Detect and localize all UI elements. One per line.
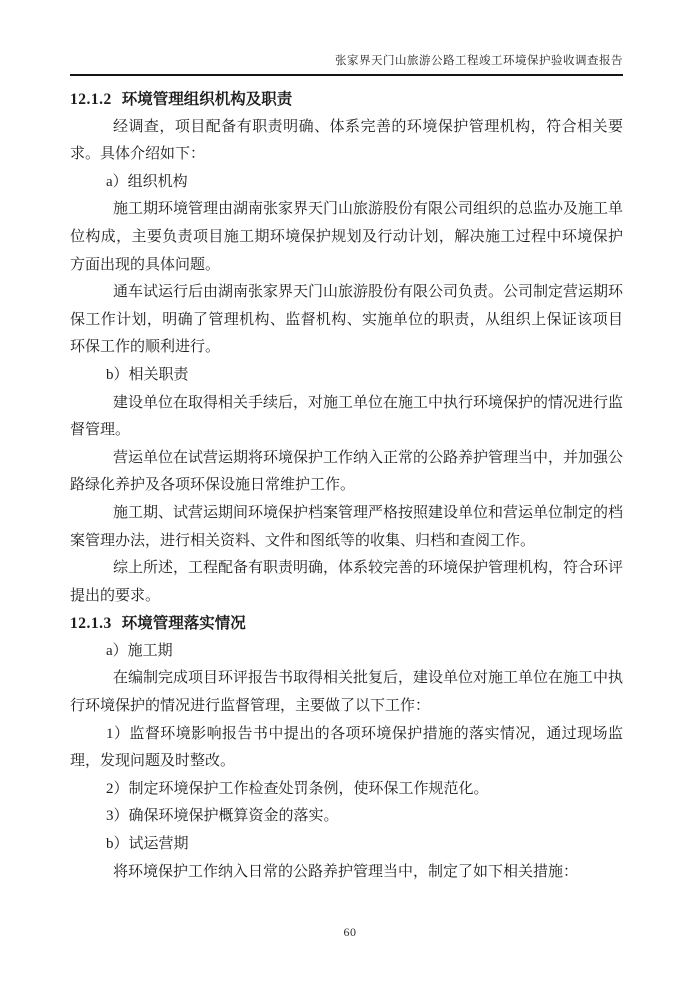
numbered-item: 2）制定环境保护工作检查处罚条例，使环保工作规范化。 — [106, 780, 489, 797]
paragraph: 将环境保护工作纳入日常的公路养护管理当中，制定了如下相关措施： — [113, 863, 579, 880]
paragraph: 通车试运行后由湖南张家界天门山旅游股份有限公司负责。公司制定营运期环保工作计划，明确了管理机构、监督机构、实施单位的职责，从组织上保证该项目环保工作的顺利进行。 — [70, 284, 624, 356]
document-body — [70, 86, 623, 886]
paragraph: 在编制完成项目环评报告书取得相关批复后，建设单位对施工单位在施工中执行环境保护的情况进行监督管理，主要做了以下工作： — [70, 670, 624, 715]
paragraph: 经调查，项目配备有职责明确、体系完善的环境保护管理机构，符合相关要求。具体介绍如下： — [70, 118, 623, 163]
paragraph: 营运单位在试营运期将环境保护工作纳入正常的公路养护管理当中，并加强公路绿化养护及各项环保设施日常维护工作。 — [70, 449, 624, 494]
paragraph: 综上所述，工程配备有职责明确，体系较完善的环境保护管理机构，符合环评提出的要求。 — [70, 560, 624, 604]
section-title: 环境管理落实情况 — [121, 615, 246, 633]
numbered-item: 3）确保环境保护概算资金的落实。 — [106, 808, 339, 825]
page-number: 60 — [343, 925, 357, 939]
running-header-title: 张家界天门山旅游公路工程竣工环境保护验收调查报告 — [335, 55, 623, 67]
subsection-label: b）试运营期 — [106, 836, 189, 853]
section-heading-12-1-2 — [70, 86, 623, 114]
paragraph: 建设单位在取得相关手续后，对施工单位在施工中执行环境保护的情况进行监督管理。 — [70, 394, 624, 439]
section-number: 12.1.2 — [70, 91, 112, 108]
section-title: 环境管理组织机构及职责 — [121, 91, 293, 108]
paragraph: 施工期环境管理由湖南张家界天门山旅游股份有限公司组织的总监办及施工单位构成，主要负责项目施工期环境保护规划及行动计划，解决施工过程中环境保护方面出现的具体问题。 — [70, 201, 624, 273]
subsection-label: a）施工期 — [106, 642, 173, 659]
subsection-label: a）组织机构 — [106, 173, 188, 190]
paragraph: 施工期、试营运期间环境保护档案管理严格按照建设单位和营运单位制定的档案管理办法，进行相关资料、文件和图纸等的收集、归档和查阅工作。 — [70, 504, 624, 549]
section-heading-12-1-3 — [70, 610, 623, 638]
section-number: 12.1.3 — [70, 615, 112, 633]
subsection-label: b）相关职责 — [106, 366, 189, 383]
numbered-item: 1）监督环境影响报告书中提出的各项环境保护措施的落实情况，通过现场监理，发现问题及时整改。 — [70, 725, 623, 770]
running-header — [70, 54, 623, 76]
